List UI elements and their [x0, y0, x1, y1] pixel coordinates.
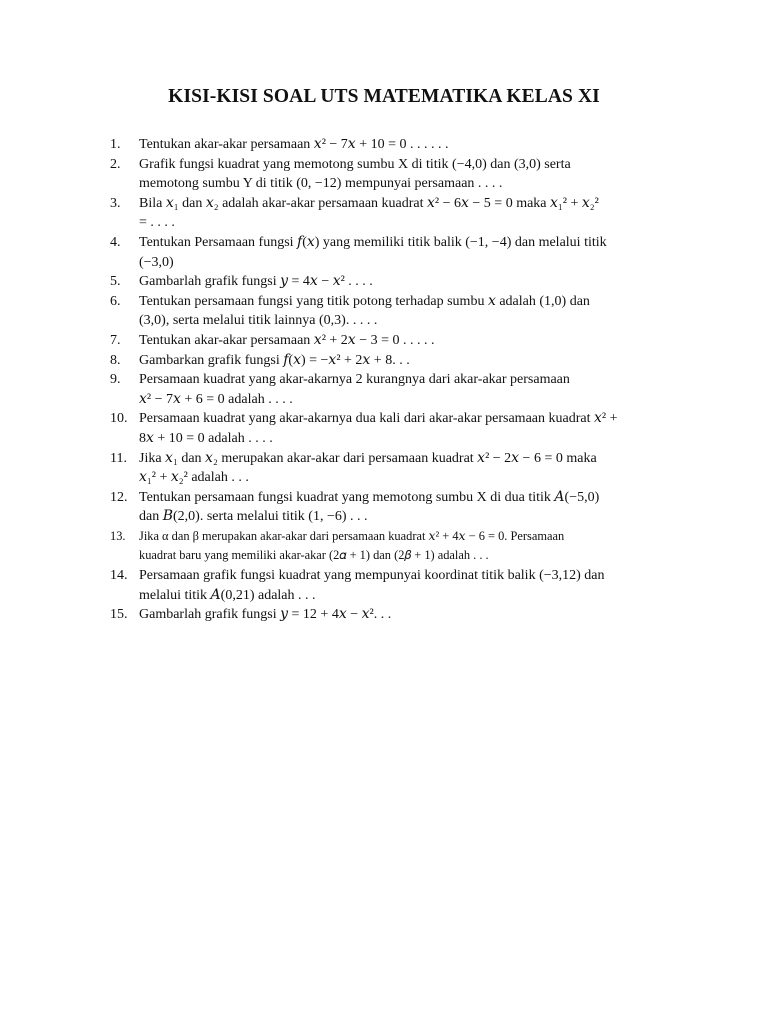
question-item	[110, 605, 680, 625]
question-text-line: memotong sumbu Y di titik (0, −12) mempunyai persamaan . . . .	[139, 176, 503, 192]
question-number: 14.	[110, 568, 128, 584]
question-number: 2.	[110, 156, 121, 172]
question-number: 5.	[110, 274, 121, 290]
question-text-line: melalui titik 𝐴(0,21) adalah . . .	[139, 587, 316, 603]
question-item	[110, 331, 680, 351]
question-item	[110, 527, 680, 566]
question-item	[110, 272, 680, 292]
question-text-line: kuadrat baru yang memiliki akar-akar (2𝛼 + 1) dan (2𝛽 + 1) adalah . . .	[139, 548, 489, 563]
question-number: 7.	[110, 332, 121, 348]
question-item	[110, 194, 680, 233]
question-item	[110, 409, 680, 448]
question-text-line: Gambarlah grafik fungsi 𝑦 = 4𝑥 − 𝑥² . . . .	[139, 274, 373, 290]
document-title: KISI-KISI SOAL UTS MATEMATIKA KELAS XI	[168, 86, 600, 107]
question-text-line: Tentukan akar-akar persamaan 𝑥² + 2𝑥 − 3 = 0 . . . . .	[139, 332, 435, 348]
question-number: 10.	[110, 411, 128, 427]
question-number: 3.	[110, 195, 121, 211]
question-text-line: (−3,0)	[139, 254, 174, 270]
question-text-line: Tentukan akar-akar persamaan 𝑥² − 7𝑥 + 10 = 0 . . . . . .	[139, 137, 449, 152]
question-list	[110, 135, 680, 625]
question-number: 13.	[110, 528, 126, 543]
question-item	[110, 449, 680, 488]
question-item	[110, 488, 680, 527]
question-item	[110, 370, 680, 409]
question-text-line: Jika 𝑥₁ dan 𝑥₂ merupakan akar-akar dari persamaan kuadrat 𝑥² − 2𝑥 − 6 = 0 maka	[139, 450, 597, 466]
question-text-line: Grafik fungsi kuadrat yang memotong sumbu X di titik (−4,0) dan (3,0) serta	[139, 156, 571, 172]
question-number: 12.	[110, 489, 128, 505]
question-number: 15.	[110, 607, 128, 623]
question-text-line: Gambarlah grafik fungsi 𝑦 = 12 + 4𝑥 − 𝑥². . .	[139, 607, 392, 623]
question-number: 4.	[110, 234, 121, 250]
question-text-line: Gambarkan grafik fungsi 𝑓(𝑥) = −𝑥² + 2𝑥 + 8. . .	[139, 352, 410, 368]
question-text-line: dan 𝐵(2,0). serta melalui titik (1, −6) . . .	[139, 509, 368, 525]
question-text-line: (3,0), serta melalui titik lainnya (0,3). . . . .	[139, 313, 378, 329]
question-number: 9.	[110, 372, 121, 388]
question-text-line: Bila 𝑥₁ dan 𝑥₂ adalah akar-akar persamaan kuadrat 𝑥² − 6𝑥 − 5 = 0 maka 𝑥₁² + 𝑥₂²	[139, 195, 599, 211]
question-text-line: 𝑥₁² + 𝑥₂² adalah . . .	[139, 470, 249, 486]
question-text-line: Persamaan kuadrat yang akar-akarnya 2 kurangnya dari akar-akar persamaan	[139, 372, 570, 388]
question-item	[110, 566, 680, 605]
question-text-line: 8𝑥 + 10 = 0 adalah . . . .	[139, 430, 273, 446]
question-item	[110, 233, 680, 272]
question-number: 1.	[110, 137, 121, 152]
question-number: 8.	[110, 352, 121, 368]
question-item	[110, 155, 680, 194]
question-text-line: Persamaan grafik fungsi kuadrat yang mempunyai koordinat titik balik (−3,12) dan	[139, 568, 605, 584]
question-text-line: 𝑥² − 7𝑥 + 6 = 0 adalah . . . .	[139, 391, 293, 407]
question-number: 11.	[110, 450, 127, 466]
question-item	[110, 135, 680, 155]
question-text-line: Tentukan persamaan fungsi kuadrat yang memotong sumbu X di dua titik 𝐴(−5,0)	[139, 489, 600, 505]
question-text-line: Tentukan Persamaan fungsi 𝑓(𝑥) yang memiliki titik balik (−1, −4) dan melalui titik	[139, 234, 607, 250]
question-item	[110, 351, 680, 371]
question-text-line: Jika α dan β merupakan akar-akar dari persamaan kuadrat 𝑥² + 4𝑥 − 6 = 0. Persamaan	[139, 528, 565, 543]
question-text-line: Tentukan persamaan fungsi yang titik potong terhadap sumbu 𝑥 adalah (1,0) dan	[139, 293, 590, 309]
question-number: 6.	[110, 293, 121, 309]
question-text-line: Persamaan kuadrat yang akar-akarnya dua kali dari akar-akar persamaan kuadrat 𝑥² +	[139, 411, 618, 427]
question-text-line: = . . . .	[139, 215, 175, 231]
question-item	[110, 292, 680, 331]
